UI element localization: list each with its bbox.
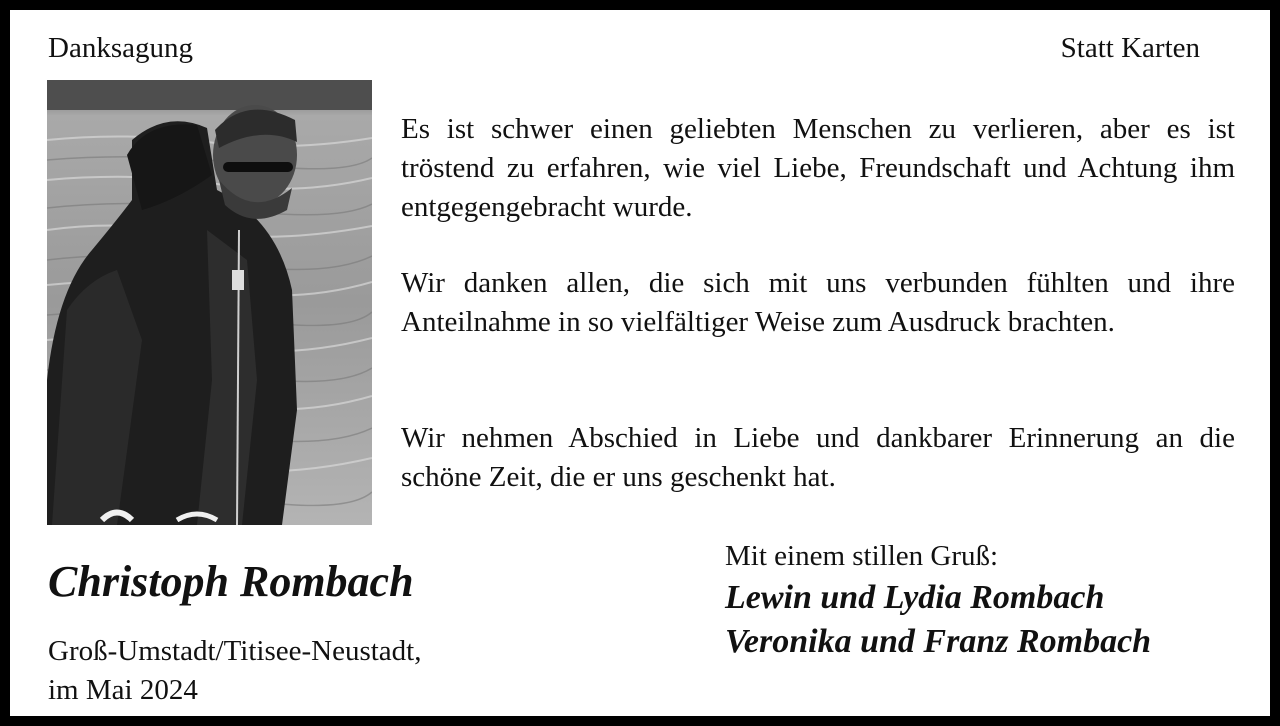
thanks-paragraph-1: Es ist schwer einen geliebten Menschen zu verlieren, aber es ist tröstend zu erfahren, wie viel Liebe, Freundschaft und Achtung ihm entgegengebracht wurde. bbox=[401, 113, 1235, 223]
date-line: im Mai 2024 bbox=[48, 674, 198, 706]
thanks-paragraph-3: Wir nehmen Abschied in Liebe und dankbarer Erinnerung an die schöne Zeit, die er uns geschenkt hat. bbox=[401, 422, 1235, 493]
thanks-paragraph-2: Wir danken allen, die sich mit uns verbunden fühlten und ihre Anteilnahme in so vielfältiger Weise zum Ausdruck brachten. bbox=[401, 267, 1235, 338]
closing-greeting: Mit einem stillen Gruß: bbox=[725, 540, 999, 572]
place-line: Groß-Umstadt/Titisee-Neustadt, bbox=[48, 635, 422, 667]
place-date-block bbox=[48, 632, 421, 710]
closing-block bbox=[725, 536, 1151, 664]
header-statt-karten: Statt Karten bbox=[1060, 32, 1200, 64]
header-danksagung: Danksagung bbox=[48, 32, 193, 64]
deceased-name: Christoph Rombach bbox=[48, 557, 414, 606]
portrait-photo bbox=[47, 80, 372, 525]
family-line-2: Veronika und Franz Rombach bbox=[725, 623, 1152, 660]
family-line-1: Lewin und Lydia Rombach bbox=[725, 579, 1105, 616]
